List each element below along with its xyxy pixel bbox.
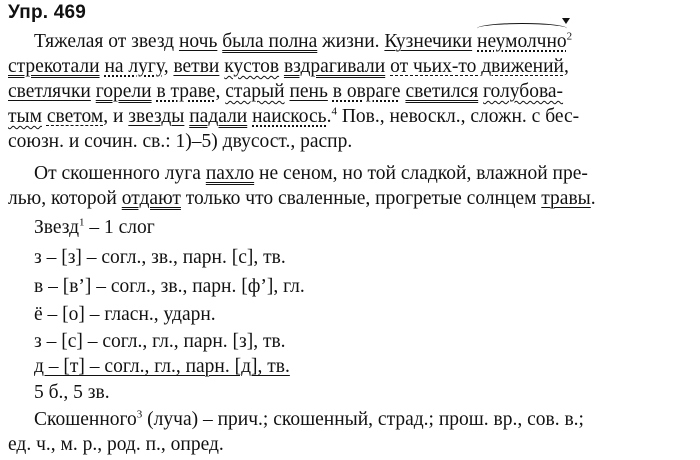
analysis-word: Скошенного — [34, 409, 137, 430]
text: , и — [103, 106, 129, 127]
p3-line-2: ед. ч., м. р., род. п., опред. — [8, 434, 224, 455]
predicate-word: стрекотали — [8, 56, 100, 77]
analysis-word: Звезд — [34, 217, 80, 238]
sound-row: з – [з] – согл., зв., парн. [с], тв. — [34, 247, 286, 268]
subject-word: ночь — [178, 31, 218, 52]
attribute-word: кустов — [224, 56, 280, 77]
p1-line-4 — [8, 105, 579, 129]
adverbial-word: в траве — [156, 81, 216, 102]
text: только что сваленные, прогретые солнцем — [180, 188, 542, 209]
predicate-word: светился — [405, 81, 479, 102]
subject-word: звезды — [128, 106, 185, 127]
subject-word: Кузнечики — [384, 31, 473, 52]
predicate-word: горели — [95, 81, 152, 102]
p1-line-3 — [8, 80, 563, 104]
adverbial-text: неумолчно — [477, 31, 567, 52]
subject-word: ветви — [173, 56, 220, 77]
text: Пов., невоскл., сложн. с бес- — [336, 106, 580, 127]
text: не сеном, но той сладкой, влажной пре- — [254, 163, 588, 184]
p1-line-1 — [34, 30, 572, 54]
adverbial-word: наискось — [252, 106, 327, 127]
space — [91, 81, 96, 102]
predicate-word: пахло — [205, 163, 255, 184]
sound-row: ё – [о] – гласн., ударн. — [34, 304, 216, 325]
p3-line-1 — [34, 408, 584, 432]
text: лью, которой — [8, 188, 122, 209]
subject-word: пень — [289, 81, 328, 102]
text: , — [563, 56, 569, 77]
footnote-mark: 2 — [566, 30, 573, 43]
footnote-mark: 3 — [136, 408, 143, 421]
sound-row: в – [в’] – согл., зв., парн. [ф’], гл. — [34, 276, 305, 297]
text: От скошенного луга — [34, 163, 206, 184]
object-word: светом — [46, 106, 104, 127]
text: (луча) – прич.; скошенный, страд.; прош. вр., сов. в.; — [142, 409, 584, 430]
text: , — [163, 56, 174, 77]
p1-line-5: союзн. и сочин. св.: 1)–5) двусост., распр. — [8, 131, 353, 152]
footnote-mark: 4 — [331, 105, 337, 118]
adverbial-word — [477, 31, 567, 52]
sound-row: з – [с] – согл., гл., парн. [з], тв. — [34, 331, 286, 352]
text: , — [215, 81, 226, 102]
text: . — [326, 106, 332, 127]
predicate-word: вздрагивали — [283, 56, 386, 77]
underlined-sound-row: д – [т] – согл., гл., парн. [д], тв. — [34, 356, 290, 377]
text: Тяжелая от звезд — [34, 31, 179, 52]
subject-word: травы — [541, 188, 591, 209]
predicate-word: падали — [189, 106, 248, 127]
space — [328, 81, 333, 102]
attribute-word: тым — [8, 106, 42, 127]
subject-word: светлячки — [8, 81, 91, 102]
attribute-word: голубова- — [483, 81, 564, 102]
text: . — [590, 188, 596, 209]
text: жизни. — [317, 31, 385, 52]
predicate-word: была полна — [222, 31, 318, 52]
p1-line-2 — [8, 55, 569, 79]
footnote-mark: 1 — [79, 216, 85, 229]
letters-sounds-summary: 5 б., 5 зв. — [34, 382, 110, 403]
predicate-word: отдают — [121, 188, 181, 209]
p2-line-1 — [34, 162, 588, 186]
adverbial-word: на лугу — [104, 56, 164, 77]
adverbial-word: в овраге — [332, 81, 401, 102]
exercise-title: Упр. 469 — [8, 2, 87, 23]
p2-line-2 — [8, 187, 596, 211]
syllable-count: – 1 слог — [84, 217, 155, 238]
sound-row — [34, 355, 290, 379]
morpheme-arc — [477, 23, 567, 34]
attribute-word: старый — [225, 81, 285, 102]
analysis-head — [34, 216, 155, 240]
object-word: от чьих-то движений — [390, 56, 564, 77]
